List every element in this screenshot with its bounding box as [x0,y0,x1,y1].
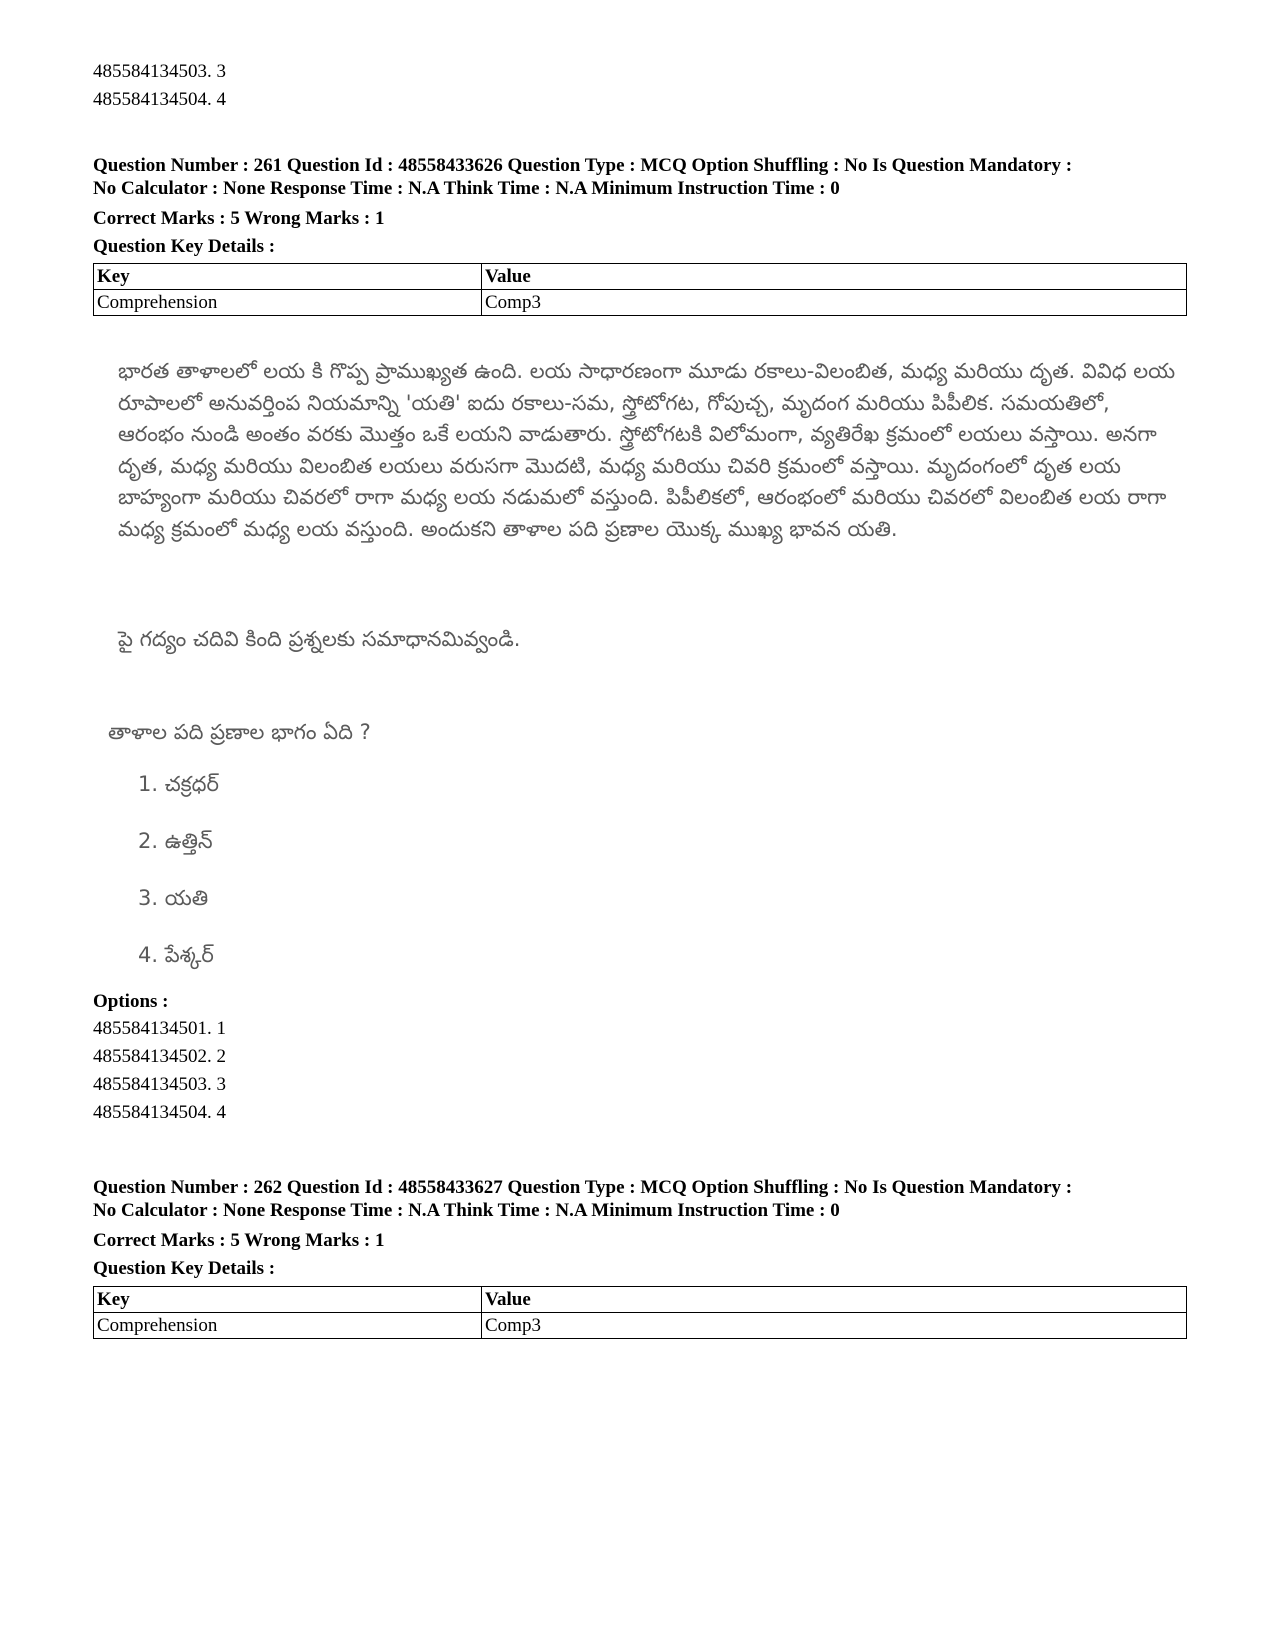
option-line: 485584134503. 3 [93,1074,226,1095]
answer-choice: 3. యతి [138,886,209,910]
option-line: 485584134504. 4 [93,89,226,110]
option-id-list [93,1015,226,1127]
key-details-table [93,263,1187,316]
option-line: 485584134503. 3 [93,61,226,82]
key-details-table [93,1286,1187,1339]
key-details-label: Question Key Details : [93,236,276,257]
key-cell: Comprehension [94,290,482,316]
comprehension-passage: భారత తాళాలలో లయ కి గొప్ప ప్రాముఖ్యత ఉంది. లయ సాధారణంగా మూడు రకాలు-విలంబిత, మధ్య మరియు దృత. వివిధ లయ రూపాలలో అనువర్తింప నియమాన్ని 'యతి' ఐదు రకాలు-సమ, స్త్రోటోగట, గోపుచ్చ, మృదంగ మరియు పిపీలిక. సమయతిలో, ఆరంభం నుండి అంతం వరకు మొత్తం ఒకే లయని వాడుతారు. స్త్రోటోగటకి విలోమంగా, వ్యతిరేఖ క్రమంలో లయలు వస్తాయి. అనగా దృత, మధ్య మరియు విలంబిత లయలు వరుసగా మొదటి, మధ్య మరియు చివరి క్రమంలో వస్తాయి. మృదంగంలో దృత లయ బాహ్యంగా మరియు చివరలో రాగా మధ్య లయ నడుమలో వస్తుంది. పిపీలికలో, ఆరంభంలో మరియు చివరలో విలంబిత లయ రాగా మధ్య క్రమంలో మధ్య లయ వస్తుంది. అందుకని తాళాల పది ప్రణాల యొక్క ముఖ్య భావన యతి. [118,359,1176,541]
question-261-header [93,154,1213,200]
option-line: 485584134504. 4 [93,1102,226,1123]
table-row [94,1313,1187,1339]
answer-choice-list [138,772,219,1000]
options-label: Options : [93,991,169,1012]
question-meta-line: Question Number : 262 Question Id : 48558433627 Question Type : MCQ Option Shuffling : No Is Question Mandatory : [93,1177,1073,1198]
question-meta-line: No Calculator : None Response Time : N.A Think Time : N.A Minimum Instruction Time : 0 [93,178,840,199]
question-marks: Correct Marks : 5 Wrong Marks : 1 [93,1230,385,1251]
passage-instruction: పై గద్యం చదివి కింది ప్రశ్నలకు సమాధానమివ్వండి. [118,627,521,651]
value-column-header: Value [482,1287,1187,1313]
question-stem: తాళాల పది ప్రణాల భాగం ఏది ? [108,720,371,744]
key-cell: Comprehension [94,1313,482,1339]
question-262-header [93,1176,1213,1222]
value-column-header: Value [482,264,1187,290]
key-column-header: Key [94,264,482,290]
answer-choice: 4. పేశ్కర్ [138,943,214,967]
key-details-label: Question Key Details : [93,1258,276,1279]
question-meta-line: No Calculator : None Response Time : N.A Think Time : N.A Minimum Instruction Time : 0 [93,1200,840,1221]
key-column-header: Key [94,1287,482,1313]
table-header-row [94,1287,1187,1313]
top-option-list [93,58,226,114]
answer-choice: 2. ఉత్తిన్ [138,829,213,853]
answer-choice: 1. చక్రధర్ [138,772,219,796]
table-header-row [94,264,1187,290]
question-marks: Correct Marks : 5 Wrong Marks : 1 [93,208,385,229]
option-line: 485584134502. 2 [93,1046,226,1067]
value-cell: Comp3 [482,1313,1187,1339]
table-row [94,290,1187,316]
option-line: 485584134501. 1 [93,1018,226,1039]
value-cell: Comp3 [482,290,1187,316]
question-meta-line: Question Number : 261 Question Id : 48558433626 Question Type : MCQ Option Shuffling : No Is Question Mandatory : [93,155,1073,176]
